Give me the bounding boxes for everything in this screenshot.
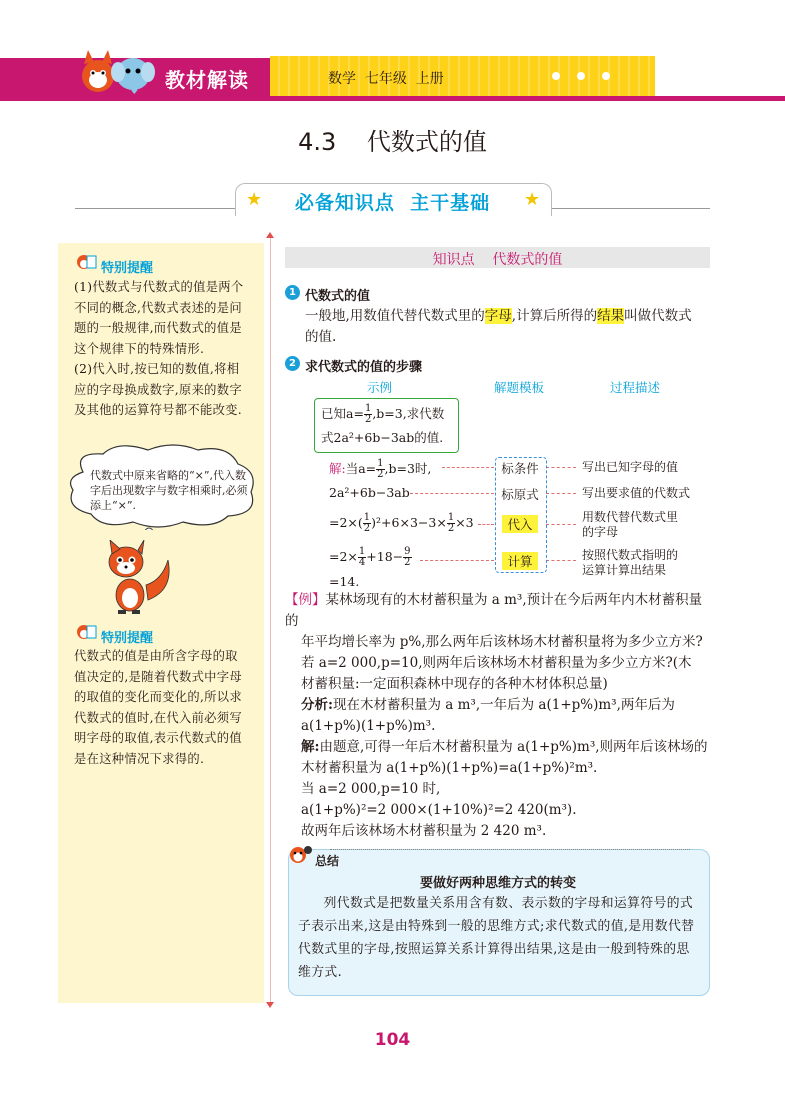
divider-arrow-down-icon xyxy=(266,1002,274,1008)
highlight-term: 结果 xyxy=(597,308,625,324)
example-problem-line2: 式2a²+6b−3ab的值. xyxy=(321,430,444,445)
header-title: 教材解读 xyxy=(165,68,249,92)
summary-title: 要做好两种思维方式的转变 xyxy=(419,876,576,891)
step-result: =14. xyxy=(329,574,360,589)
star-icon: ★ xyxy=(246,189,263,210)
worked-example xyxy=(285,590,715,842)
analysis-line: 现在木材蓄积量为 a m³,一年后为 a(1+p%)m³,两年后为 xyxy=(332,697,675,713)
sidebar-note1-text xyxy=(74,277,264,421)
fraction: $\frac{1}{2}$ xyxy=(363,512,371,534)
note-line: 及其他的运算符号都不能改变. xyxy=(74,403,242,417)
step-calculate xyxy=(329,547,412,568)
connector-line xyxy=(546,524,576,525)
solution-line: 故两年后该林场木材蓄积量为 2 420 m³. xyxy=(301,823,547,839)
math-text: =2×( xyxy=(329,515,363,530)
example-line: 若 a=2 000,p=10,则两年后该林场木材蓄积量为多少立方米?(木 xyxy=(301,655,692,671)
analysis-line: a(1+p%)(1+p%)m³. xyxy=(301,718,436,734)
note-line: 值决定的,是随着代数式中字母 xyxy=(74,669,242,684)
note-line: (1)代数式与代数式的值是两个 xyxy=(74,280,244,294)
divider-arrow-up-icon xyxy=(266,232,274,238)
mascot-note-icon xyxy=(74,622,98,642)
note-line: 代数式的值是由所含字母的取 xyxy=(74,649,238,663)
section-number-badge: 1 xyxy=(285,285,300,300)
connector-line xyxy=(442,467,494,468)
step-substitute xyxy=(329,513,474,534)
process-description: 用数代替代数式里 的字母 xyxy=(582,510,679,539)
note-line: 应的字母换成数字,原来的数字 xyxy=(74,382,242,397)
definition-text: ,计算后所得的 xyxy=(511,308,598,324)
sidebar-divider xyxy=(270,236,271,1004)
math-text: ×3 xyxy=(455,515,474,530)
note-line: 不同的概念,代数式表述的是问 xyxy=(74,300,242,315)
solution-line: 木材蓄积量为 a(1+p%)(1+p%)=a(1+p%)²m³. xyxy=(301,760,598,776)
column-header-template: 解题模板 xyxy=(494,380,545,395)
summary-label: 总结 xyxy=(315,854,340,868)
example-line: 材蓄积量:一定面积森林中现存的各种木材体积总量) xyxy=(301,676,608,692)
math-text: 当a= xyxy=(345,461,377,476)
column-header-process: 过程描述 xyxy=(610,380,661,395)
connector-line xyxy=(546,560,576,561)
connector-line xyxy=(546,493,576,494)
math-text: ,b=3,求代数 xyxy=(372,406,445,421)
note-line: 题的一般规律,而代数式的值是 xyxy=(74,321,242,335)
definition-text: 叫做代数式 xyxy=(624,308,692,324)
note-line: 是在这种情况下求得的. xyxy=(74,751,205,766)
summary-top-rule xyxy=(330,849,690,850)
template-tag: 计算 xyxy=(502,552,538,570)
header-stripe xyxy=(0,96,785,101)
note-line: (2)代入时,按已知的数值,将相 xyxy=(74,362,240,376)
definition-text: 一般地,用数值代替代数式里的 xyxy=(305,308,485,324)
header-dot xyxy=(602,72,610,80)
sec2-heading: 求代数式的值的步骤 xyxy=(305,360,423,375)
header-dot xyxy=(552,72,560,80)
sidebar-note2-text xyxy=(74,646,264,769)
note-line: 的取值的变化而变化的,所以求 xyxy=(74,690,242,704)
fox-mascot-icon xyxy=(96,540,176,615)
section-title: 4.3 代数式的值 xyxy=(298,128,487,156)
column-header-example: 示例 xyxy=(367,380,393,395)
solution-line: 当 a=2 000,p=10 时, xyxy=(301,781,441,797)
fraction: $\frac{1}{2}$ xyxy=(447,512,455,534)
template-tag: 标条件 xyxy=(501,461,539,476)
star-icon: ★ xyxy=(524,189,541,210)
note-line: 代数式的值时,在代入前必须写 xyxy=(74,710,242,725)
process-description: 按照代数式指明的 运算计算出结果 xyxy=(582,548,679,577)
banner-heading: 必备知识点 主干基础 xyxy=(294,192,491,214)
header-dot xyxy=(577,72,585,80)
math-text: =2× xyxy=(329,549,358,564)
connector-line xyxy=(420,560,494,561)
mascot-illustration xyxy=(78,48,158,94)
solution-label: 解: xyxy=(329,461,346,476)
sec1-heading: 代数式的值 xyxy=(305,289,371,304)
note-line: 这个规律下的特殊情形. xyxy=(74,341,205,356)
thought-bubble-text: 代数式中原来省略的“×”,代入数字后出现数字与数字相乘时,必须添上“×”. xyxy=(90,469,248,512)
example-problem-line1 xyxy=(321,404,444,425)
step-condition xyxy=(329,459,431,480)
template-tag: 代入 xyxy=(502,515,538,533)
mascot-note-icon xyxy=(74,252,98,272)
example-line: 年平均增长率为 p%,那么两年后该林场木材蓄积量将为多少立方米? xyxy=(301,634,703,650)
fraction: $\frac{1}{2}$ xyxy=(364,403,372,425)
math-text: +18− xyxy=(366,549,404,564)
fraction: $\frac{9}{2}$ xyxy=(404,546,411,568)
fraction: $\frac{1}{4}$ xyxy=(358,546,366,568)
connector-line xyxy=(478,524,494,525)
section-number-badge: 2 xyxy=(285,356,300,371)
page-number: 104 xyxy=(374,1030,411,1050)
process-description: 写出要求值的代数式 xyxy=(582,486,691,500)
math-text: )²+6×3−3× xyxy=(371,515,447,530)
solution-label: 解: xyxy=(301,739,320,755)
knowledge-point-title: 知识点 代数式的值 xyxy=(432,252,563,268)
definition-text: 的值. xyxy=(305,329,337,345)
solution-line: 由题意,可得一年后木材蓄积量为 a(1+p%)m³,则两年后该林场的 xyxy=(319,739,708,755)
math-text: 已知a= xyxy=(321,406,364,421)
note-line: 明字母的取值,表示代数式的值 xyxy=(74,731,242,745)
step-original-expression: 2a²+6b−3ab xyxy=(329,485,410,500)
template-tag: 标原式 xyxy=(501,487,539,502)
process-description: 写出已知字母的值 xyxy=(582,460,679,474)
analysis-label: 分析: xyxy=(301,697,333,713)
example-line: 某林场现有的木材蓄积量为 a m³,预计在今后两年内木材蓄积量的 xyxy=(285,592,703,629)
connector-line xyxy=(410,493,494,494)
sidebar-note2-heading: 特别提醒 xyxy=(101,631,154,646)
header-subtitle: 数学 七年级 上册 xyxy=(328,71,444,87)
sidebar-note1-heading: 特别提醒 xyxy=(101,261,154,276)
solution-line: a(1+p%)²=2 000×(1+10%)²=2 420(m³). xyxy=(301,802,577,818)
connector-line xyxy=(546,467,576,468)
fraction: $\frac{1}{2}$ xyxy=(377,458,384,480)
sec1-definition xyxy=(305,306,715,348)
summary-text: 列代数式是把数量关系用含有数、表示数的字母和运算符号的式子表示出来,这是由特殊到一般的思维方式;求代数式的值,是用数代替代数式里的字母,按照运算关系计算得出结果,这是由一般到特殊的思维方式. xyxy=(298,896,695,980)
math-text: ,b=3时, xyxy=(384,461,432,476)
highlight-term: 字母 xyxy=(484,308,512,324)
example-label: 【例】 xyxy=(285,592,326,608)
mascot-summary-icon xyxy=(286,842,314,868)
